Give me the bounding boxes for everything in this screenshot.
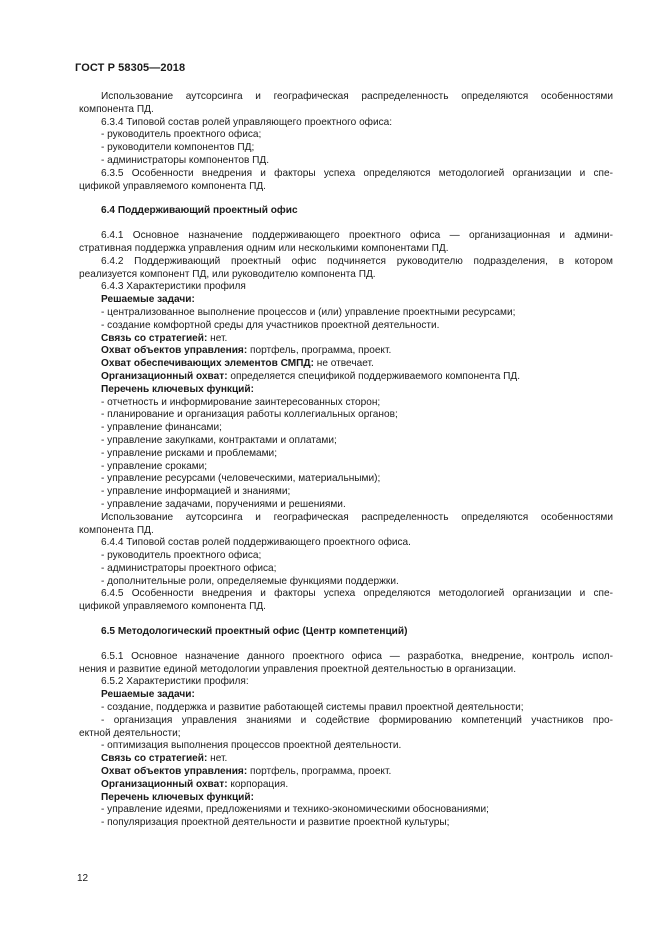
text-line <box>79 448 613 461</box>
text-line <box>79 117 613 130</box>
line-text: 6.4.2 Поддерживающий проектный офис подчиняется руководителю подразделения, в котором <box>101 255 613 267</box>
bold-label: Организационный охват: <box>101 778 228 790</box>
line-text: нения и развитие единой методологии управления проектной деятельностью в организации. <box>79 663 516 675</box>
line-text: 6.4.4 Типовой состав ролей поддерживающего проектного офиса. <box>101 537 411 549</box>
line-text: - создание, поддержка и развитие работающей системы правил проектной деятельности; <box>101 702 524 714</box>
bold-label: Охват обеспечивающих элементов СМПД: <box>101 358 314 370</box>
text-line <box>79 499 613 512</box>
line-text: - управление ресурсами (человеческими, материальными); <box>101 473 381 485</box>
line-text: - популяризация проектной деятельности и развитие проектной культуры; <box>101 817 450 829</box>
line-text: - дополнительные роли, определяемые функциями поддержки. <box>101 575 399 587</box>
text-line <box>79 397 613 410</box>
text-line <box>79 512 613 525</box>
text-line <box>79 371 613 384</box>
line-text: 6.4.3 Характеристики профиля <box>101 281 246 293</box>
text-line <box>79 588 613 601</box>
line-text: - планирование и организация работы коллегиальных органов; <box>101 409 398 421</box>
line-text: 6.4.5 Особенности внедрения и факторы успеха определяются методологией организации и спе- <box>101 588 613 600</box>
bold-label: Охват объектов управления: <box>101 345 248 357</box>
line-text: 6.4 Поддерживающий проектный офис <box>101 205 298 217</box>
bold-label: Связь со стратегией: <box>101 332 208 344</box>
line-text: стративная поддержка управления одним или несколькими компонентами ПД. <box>79 242 449 254</box>
text-line <box>79 155 613 168</box>
text-line <box>79 358 613 371</box>
text-line <box>79 384 613 397</box>
line-text: - создание комфортной среды для участников проектной деятельности. <box>101 319 440 331</box>
text-line <box>79 525 613 538</box>
text-line <box>79 294 613 307</box>
text-line <box>79 753 613 766</box>
line-text: портфель, программа, проект. <box>247 345 392 357</box>
bold-label: Организационный охват: <box>101 370 228 382</box>
text-line <box>79 651 613 664</box>
line-text: ектной деятельности; <box>79 727 181 739</box>
line-text: компонента ПД. <box>79 103 154 115</box>
line-text: 6.5.2 Характеристики профиля: <box>101 676 249 688</box>
line-text: - руководитель проектного офиса; <box>101 129 262 141</box>
line-text: цификой управляемого компонента ПД. <box>79 601 266 613</box>
text-line <box>79 205 613 218</box>
text-line <box>79 689 613 702</box>
text-line <box>79 792 613 805</box>
line-text: 6.5 Методологический проектный офис (Центр компетенций) <box>101 626 408 638</box>
line-text: - руководитель проектного офиса; <box>101 550 262 562</box>
text-line <box>79 804 613 817</box>
line-text: 6.3.5 Особенности внедрения и факторы успеха определяются методологией организации и спе- <box>101 167 613 179</box>
line-text: не отвечает. <box>313 358 374 370</box>
text-line <box>79 817 613 830</box>
text-line <box>79 728 613 741</box>
line-text: Решаемые задачи: <box>101 689 195 701</box>
text-line <box>79 307 613 320</box>
line-text: 6.5.1 Основное назначение данного проектного офиса — разработка, внедрение, контроль испол- <box>101 650 613 662</box>
line-text: - управление рисками и проблемами; <box>101 447 278 459</box>
line-text: - отчетность и информирование заинтересованных сторон; <box>101 396 381 408</box>
line-text: - оптимизация выполнения процессов проектной деятельности. <box>101 740 402 752</box>
text-line <box>79 766 613 779</box>
line-text: реализуется компонент ПД, или руководителю компонента ПД. <box>79 268 376 280</box>
text-line <box>79 461 613 474</box>
line-text: - централизованное выполнение процессов и (или) управление проектными ресурсами; <box>101 306 516 318</box>
text-line <box>79 563 613 576</box>
line-text: Перечень ключевых функций: <box>101 383 254 395</box>
text-line <box>79 422 613 435</box>
text-line <box>79 601 613 614</box>
line-text: портфель, программа, проект. <box>247 766 392 778</box>
text-line <box>79 435 613 448</box>
line-text: определяется спецификой поддерживаемого компонента ПД. <box>227 370 521 382</box>
document-body <box>79 91 613 830</box>
text-line <box>79 168 613 181</box>
text-line <box>79 104 613 117</box>
text-line <box>79 281 613 294</box>
text-line <box>79 486 613 499</box>
text-line <box>79 740 613 753</box>
text-line <box>79 626 613 639</box>
text-line <box>79 473 613 486</box>
text-line <box>79 550 613 563</box>
text-line <box>79 676 613 689</box>
text-line <box>79 345 613 358</box>
line-text: Использование аутсорсинга и географическая распределенность определяются особенностями <box>101 91 613 102</box>
line-text: корпорация. <box>227 778 289 790</box>
line-text: - управление задачами, поручениями и решениями. <box>101 498 346 510</box>
line-text: нет. <box>207 332 228 344</box>
text-line <box>79 537 613 550</box>
page-number: 12 <box>77 873 89 884</box>
text-line <box>79 243 613 256</box>
line-text: - руководители компонентов ПД; <box>101 142 255 154</box>
text-line <box>79 333 613 346</box>
text-line <box>79 129 613 142</box>
line-text: - управление закупками, контрактами и оплатами; <box>101 434 337 446</box>
bold-label: Связь со стратегией: <box>101 753 208 765</box>
text-line <box>79 779 613 792</box>
line-text: нет. <box>207 753 228 765</box>
line-text: компонента ПД. <box>79 524 154 536</box>
line-text: Использование аутсорсинга и географическая распределенность определяются особенностями <box>101 511 613 523</box>
line-text: - администраторы проектного офиса; <box>101 562 277 574</box>
text-line <box>79 91 613 104</box>
line-text: - организация управления знаниями и содействие формированию компетенций участников про- <box>101 714 613 726</box>
line-text: - управление финансами; <box>101 422 222 434</box>
text-line <box>79 664 613 677</box>
text-line <box>79 230 613 243</box>
line-text: Решаемые задачи: <box>101 294 195 306</box>
text-line <box>79 256 613 269</box>
line-text: - управление информацией и знаниями; <box>101 486 291 498</box>
line-text: 6.4.1 Основное назначение поддерживающего проектного офиса — организационная и админи- <box>101 230 613 242</box>
text-line <box>79 702 613 715</box>
text-line <box>79 181 613 194</box>
line-text: - управление сроками; <box>101 460 208 472</box>
text-line <box>79 320 613 333</box>
text-line <box>79 142 613 155</box>
line-text: 6.3.4 Типовой состав ролей управляющего проектного офиса: <box>101 116 393 128</box>
line-text: - управление идеями, предложениями и технико-экономическими обоснованиями; <box>101 804 489 816</box>
bold-label: Охват объектов управления: <box>101 766 248 778</box>
text-line <box>79 576 613 589</box>
line-text: - администраторы компонентов ПД. <box>101 154 270 166</box>
text-line <box>79 409 613 422</box>
document-header: ГОСТ Р 58305—2018 <box>75 62 186 74</box>
text-line <box>79 269 613 282</box>
line-text: цификой управляемого компонента ПД. <box>79 180 266 192</box>
line-text: Перечень ключевых функций: <box>101 791 254 803</box>
text-line <box>79 715 613 728</box>
